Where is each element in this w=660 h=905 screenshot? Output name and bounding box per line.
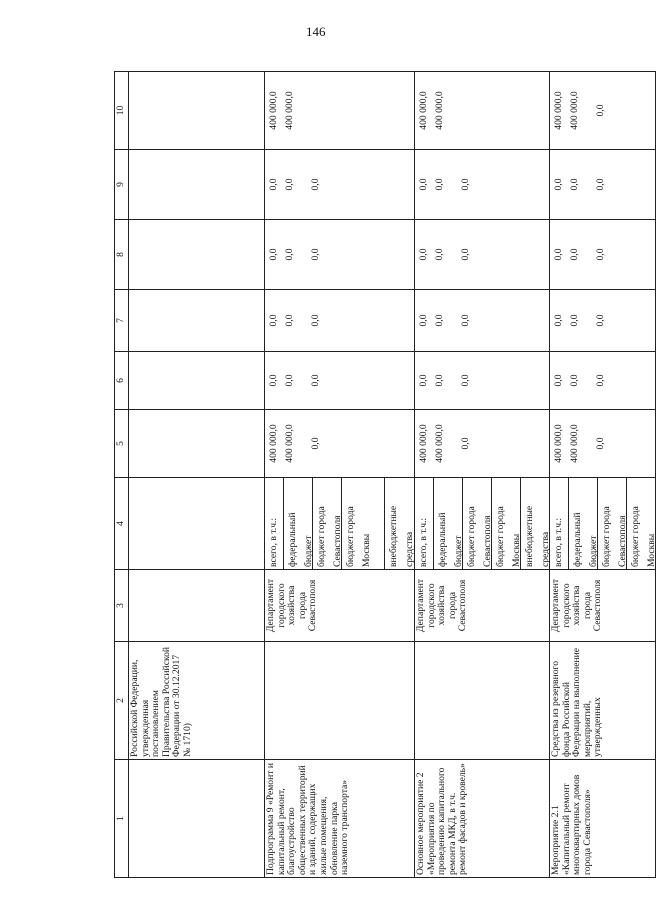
value: 0,0 [569,178,580,191]
value: 0,0 [460,178,471,191]
table-row [129,72,265,878]
value: 0,0 [434,178,445,191]
executor: Департамент городского хозяйства города Севастополя [265,570,415,642]
value: 0,0 [310,437,321,450]
executor: Департамент городского хозяйства города Севастополя [550,570,656,642]
value: 400 000,0 [434,91,445,130]
column-number: 4 [115,478,129,570]
value: 400 000,0 [284,91,295,130]
source-label: внебюджетные средства [384,478,413,569]
values-col8 [415,220,550,290]
source-label: всего, в т.ч.: [553,517,564,567]
table-area [114,72,657,878]
value: 0,0 [284,178,295,191]
value: 400 000,0 [569,424,580,463]
value: 0,0 [595,314,606,327]
values-col10 [415,72,550,150]
value: 0,0 [310,374,321,387]
value: 400 000,0 [553,91,564,130]
value: 0,0 [460,314,471,327]
values-col9 [265,150,415,220]
values-col6 [550,352,656,410]
value: 0,0 [284,374,295,387]
value: 0,0 [418,248,429,261]
value: 0,0 [553,178,564,191]
values-col9 [550,150,656,220]
values-col5 [265,410,415,478]
value: 400 000,0 [569,91,580,130]
values-col10 [550,72,656,150]
value: 0,0 [418,178,429,191]
values-col7 [550,290,656,352]
value: 0,0 [460,248,471,261]
value: 0,0 [268,314,279,327]
value: 0,0 [569,248,580,261]
value: 0,0 [595,178,606,191]
value: 0,0 [418,314,429,327]
program-name: Подпрограмма 9 «Ремонт и капитальный ремонт, благоустройство общественных территорий и зданий, содержащих жилые помещения, обновление парка наземного транспорта» [265,760,415,878]
source-label: федеральный бюджет [283,478,312,569]
values-col6 [265,352,415,410]
executor: Департамент городского хозяйства города Севастополя [415,570,550,642]
source-label: бюджет города Москвы [341,478,384,569]
value: 0,0 [268,178,279,191]
value: 0,0 [268,248,279,261]
value: 0,0 [553,248,564,261]
value: 0,0 [553,374,564,387]
column-number: 8 [115,220,129,290]
program-name: Мероприятие 2.1 «Капитальный ремонт многоквартирных домов города Севастополя» [550,760,656,878]
value: 0,0 [595,104,606,117]
empty-cell [129,760,265,878]
column-number: 10 [115,72,129,150]
value: 0,0 [434,248,445,261]
source-label: бюджет города Севастополя [462,478,491,569]
value: 0,0 [310,248,321,261]
program-name: Основное мероприятие 2 «Мероприятия по проведению капитального ремонта МКД, в т.ч. ремонт фасадов и кровель» [415,760,550,878]
values-col8 [265,220,415,290]
funding-table [114,71,656,878]
program-basis [415,642,550,760]
program-basis: Средства из резервного фонда Российской Федерации на выполнение мероприятий, утвержденных [550,642,656,760]
program-basis [265,642,415,760]
source-label: бюджет города Москвы [491,478,520,569]
funding-sources [265,478,415,570]
values-col10 [265,72,415,150]
empty-cell [129,570,265,642]
column-number-row [115,72,129,878]
column-number: 5 [115,410,129,478]
value: 0,0 [268,374,279,387]
source-label: федеральный бюджет [568,478,597,569]
empty-cell [129,478,265,570]
value: 0,0 [595,437,606,450]
values-col7 [265,290,415,352]
source-label: всего, в т.ч.: [418,517,429,567]
source-label: внебюджетные средства [520,478,549,569]
empty-cell [129,150,265,220]
table-row [415,72,550,878]
column-number: 7 [115,290,129,352]
value: 0,0 [310,178,321,191]
value: 0,0 [460,437,471,450]
value: 0,0 [595,248,606,261]
value: 400 000,0 [284,424,295,463]
values-col8 [550,220,656,290]
value: 0,0 [284,248,295,261]
value: 0,0 [434,374,445,387]
value: 400 000,0 [434,424,445,463]
empty-cell [129,410,265,478]
value: 0,0 [418,374,429,387]
column-number: 3 [115,570,129,642]
empty-cell [129,290,265,352]
value: 400 000,0 [418,91,429,130]
values-col9 [415,150,550,220]
table-row [265,72,415,878]
value: 0,0 [434,314,445,327]
value: 0,0 [553,314,564,327]
values-col6 [415,352,550,410]
value: 400 000,0 [268,424,279,463]
column-number: 1 [115,760,129,878]
value: 0,0 [569,314,580,327]
source-label: бюджет города Москвы [626,478,655,569]
empty-cell [129,72,265,150]
values-col5 [550,410,656,478]
source-label: бюджет города Севастополя [597,478,626,569]
value: 400 000,0 [418,424,429,463]
value: 0,0 [310,314,321,327]
value: 0,0 [284,314,295,327]
funding-sources [550,478,656,570]
value: 400 000,0 [553,424,564,463]
column-number: 2 [115,642,129,760]
page-number: 146 [306,24,326,39]
column-number: 6 [115,352,129,410]
value: 0,0 [569,374,580,387]
continuation-text: Российской Федерации, утвержденная постановлением Правительства Российской Федерации от 30.12.2017 № 1710) [129,642,265,760]
values-col7 [415,290,550,352]
rotated-table [114,72,657,878]
source-label: бюджет города Севастополя [312,478,341,569]
empty-cell [129,352,265,410]
value: 0,0 [595,374,606,387]
funding-sources [415,478,550,570]
source-label: всего, в т.ч.: [268,517,279,567]
values-col5 [415,410,550,478]
value: 0,0 [460,374,471,387]
table-row [550,72,656,878]
value: 400 000,0 [268,91,279,130]
source-label: федеральный бюджет [433,478,462,569]
column-number: 9 [115,150,129,220]
empty-cell [129,220,265,290]
